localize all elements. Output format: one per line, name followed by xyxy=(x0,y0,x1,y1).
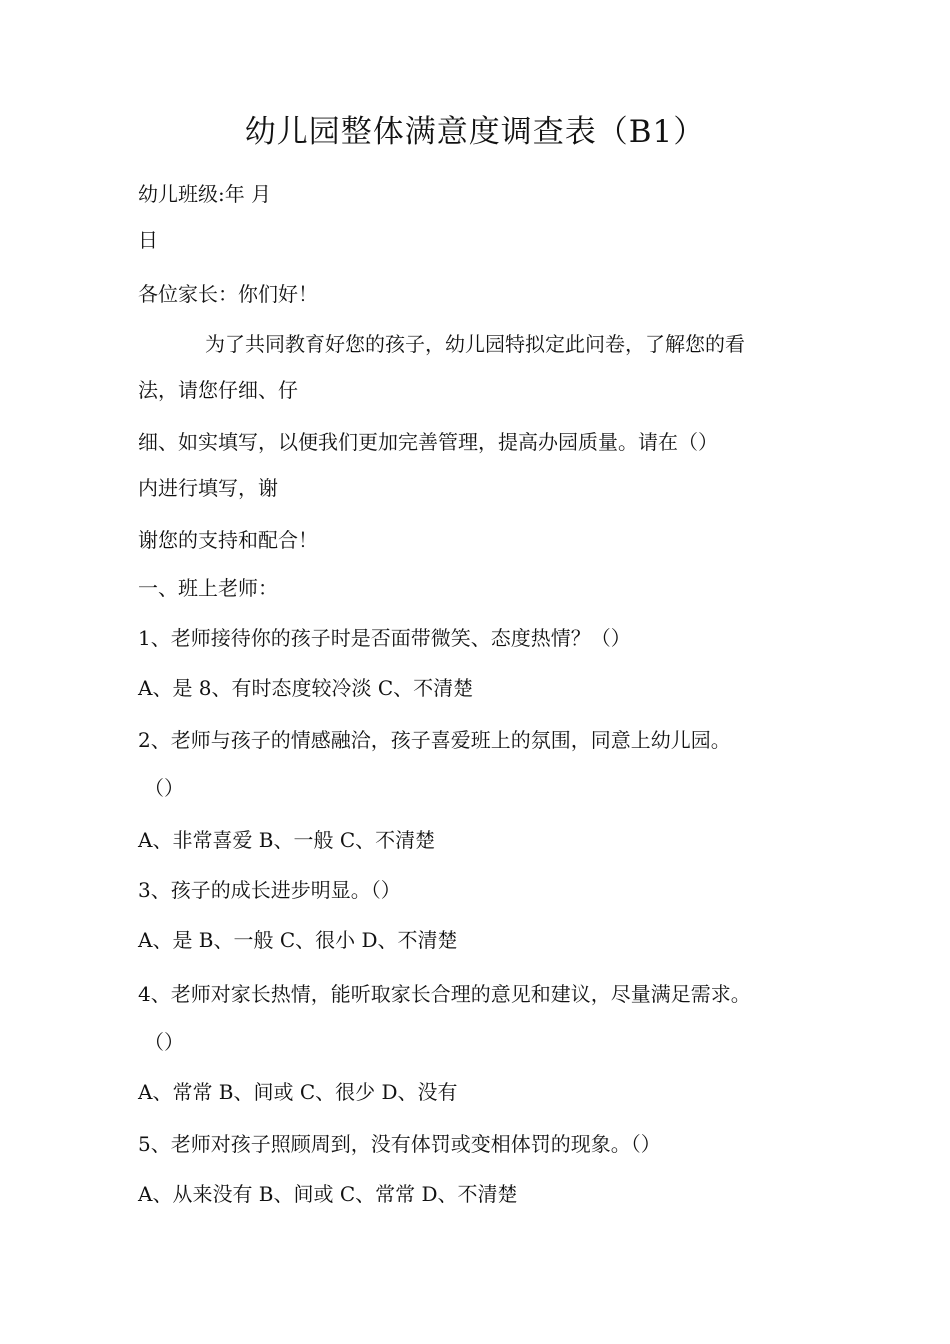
question-4-options: A、常常 B、间或 C、很少 D、没有 xyxy=(138,1080,458,1104)
intro-line-1: 为了共同教育好您的孩子，幼儿园特拟定此问卷，了解您的看 xyxy=(205,332,745,356)
intro-line-5: 谢您的支持和配合！ xyxy=(138,528,318,552)
section-heading: 一、班上老师： xyxy=(138,576,278,600)
question-1: 1、老师接待你的孩子时是否面带微笑、态度热情？（） xyxy=(138,626,631,650)
question-1-options: A、是 8、有时态度较冷淡 C、不清楚 xyxy=(138,676,474,700)
class-line: 幼儿班级:年 月 xyxy=(138,182,272,206)
question-2-options: A、非常喜爱 B、一般 C、不清楚 xyxy=(138,828,436,852)
question-5-options: A、从来没有 B、间或 C、常常 D、不清楚 xyxy=(138,1182,518,1206)
greeting: 各位家长：你们好！ xyxy=(138,282,318,306)
document-title: 幼儿园整体满意度调查表（B1） xyxy=(244,114,706,150)
question-2-answer-paren: （） xyxy=(144,776,184,800)
question-4: 4、老师对家长热情，能听取家长合理的意见和建议，尽量满足需求。 xyxy=(138,982,751,1006)
intro-line-2: 法，请您仔细、仔 xyxy=(138,378,298,402)
intro-line-4: 内进行填写，谢 xyxy=(138,476,278,500)
question-4-answer-paren: （） xyxy=(144,1030,184,1054)
day-line: 日 xyxy=(138,228,158,252)
question-2: 2、老师与孩子的情感融洽，孩子喜爱班上的氛围，同意上幼儿园。 xyxy=(138,728,731,752)
intro-line-3: 细、如实填写，以便我们更加完善管理，提高办园质量。请在（） xyxy=(138,430,718,454)
question-5: 5、老师对孩子照顾周到，没有体罚或变相体罚的现象。（） xyxy=(138,1132,661,1156)
question-3-options: A、是 B、一般 C、很小 D、不清楚 xyxy=(138,928,458,952)
question-3: 3、孩子的成长进步明显。（） xyxy=(138,878,401,902)
